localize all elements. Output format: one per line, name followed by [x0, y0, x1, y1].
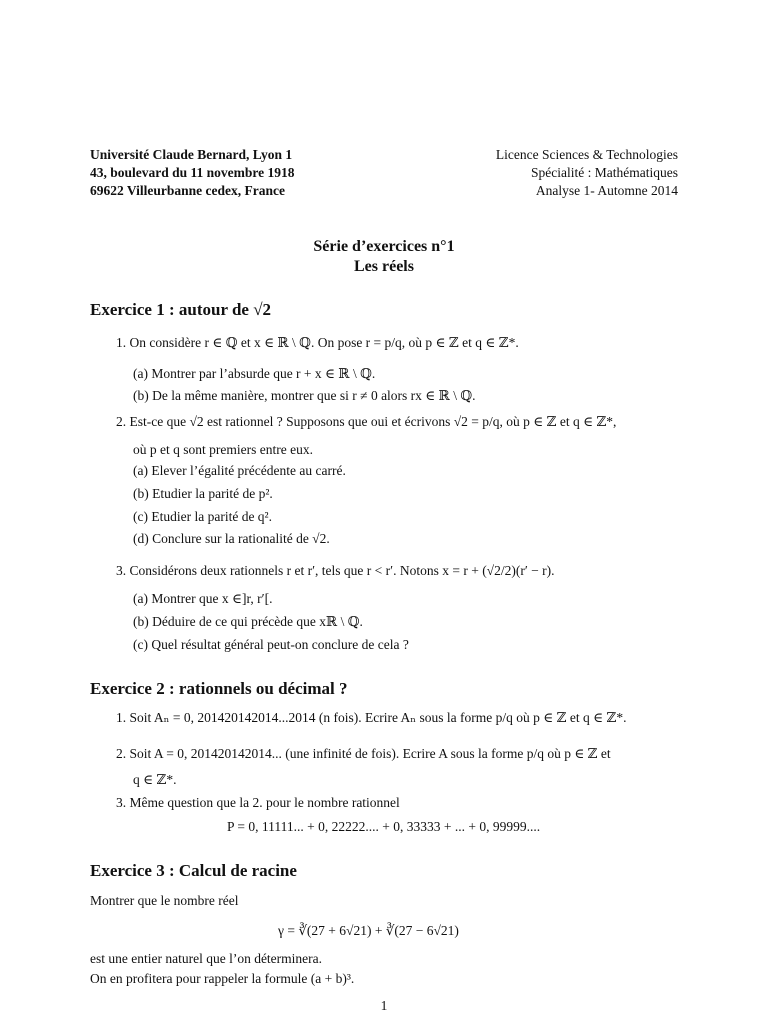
header-right-line: Spécialité : Mathématiques	[531, 165, 678, 180]
ex1-question-2: 2. Est-ce que √2 est rationnel ? Supposons que oui et écrivons √2 = p/q, où p ∈ ℤ et q ∈ ℤ*,	[116, 414, 617, 429]
page-number: 1	[380, 998, 388, 1013]
ex2-question-3: 3. Même question que la 2. pour le nombre rationnel	[116, 795, 400, 810]
document-title	[0, 237, 768, 277]
header-right-line: Licence Sciences & Technologies	[495, 147, 678, 162]
ex1-question-1: 1. On considère r ∈ ℚ et x ∈ ℝ \ ℚ. On pose r = p/q, où p ∈ ℤ et q ∈ ℤ*.	[116, 335, 519, 350]
ex3-remark: On en profitera pour rappeler la formule (a + b)³.	[90, 971, 355, 986]
institution-address	[90, 146, 295, 200]
ex1-question-3: 3. Considérons deux rationnels r et r′, tels que r < r′. Notons x = r + (√2/2)(r′ − r).	[116, 563, 555, 578]
ex3-conclusion: est une entier naturel que l’on déterminera.	[90, 951, 323, 966]
ex1-question-3c: (c) Quel résultat général peut-on conclure de cela ?	[133, 637, 409, 652]
ex2-question-2-continued: q ∈ ℤ*.	[133, 772, 177, 787]
header-right-line: Analyse 1- Automne 2014	[535, 183, 678, 198]
title-line-1: Série d’exercices n°1	[313, 238, 455, 255]
header-left-line: Université Claude Bernard, Lyon 1	[90, 147, 293, 162]
ex2-question-1: 1. Soit Aₙ = 0, 201420142014...2014 (n fois). Ecrire Aₙ sous la forme p/q où p ∈ ℤ et q ∈ ℤ*.	[116, 710, 627, 725]
ex2-question-2: 2. Soit A = 0, 201420142014... (une infinité de fois). Ecrire A sous la forme p/q où p ∈ ℤ et	[116, 746, 611, 761]
course-info	[496, 146, 678, 200]
header-left-line: 69622 Villeurbanne cedex, France	[90, 183, 285, 198]
exercise-1-heading: Exercice 1 : autour de √2	[90, 300, 272, 319]
ex2-equation-P: P = 0, 11111... + 0, 22222.... + 0, 33333 + ... + 0, 99999....	[227, 819, 541, 834]
ex1-question-1a: (a) Montrer par l’absurde que r + x ∈ ℝ \ ℚ.	[133, 366, 376, 381]
ex1-question-3a: (a) Montrer que x ∈]r, r′[.	[133, 591, 273, 606]
ex1-question-2-continued: où p et q sont premiers entre eux.	[133, 442, 313, 457]
ex1-question-2c: (c) Etudier la parité de q².	[133, 509, 272, 524]
ex1-question-1b: (b) De la même manière, montrer que si r ≠ 0 alors rx ∈ ℝ \ ℚ.	[133, 388, 476, 403]
ex1-question-2a: (a) Elever l’égalité précédente au carré.	[133, 463, 346, 478]
exercise-2-heading: Exercice 2 : rationnels ou décimal ?	[90, 679, 348, 698]
exercise-3-heading: Exercice 3 : Calcul de racine	[90, 861, 297, 880]
ex3-intro: Montrer que le nombre réel	[90, 893, 239, 908]
ex1-question-3b: (b) Déduire de ce qui précède que xℝ \ ℚ.	[133, 614, 363, 629]
header-left-line: 43, boulevard du 11 novembre 1918	[90, 165, 295, 180]
ex3-equation-gamma: γ = ∛(27 + 6√21) + ∛(27 − 6√21)	[278, 923, 459, 938]
ex1-question-2b: (b) Etudier la parité de p².	[133, 486, 273, 501]
title-line-2: Les réels	[354, 258, 414, 275]
ex1-question-2d: (d) Conclure sur la rationalité de √2.	[133, 531, 330, 546]
